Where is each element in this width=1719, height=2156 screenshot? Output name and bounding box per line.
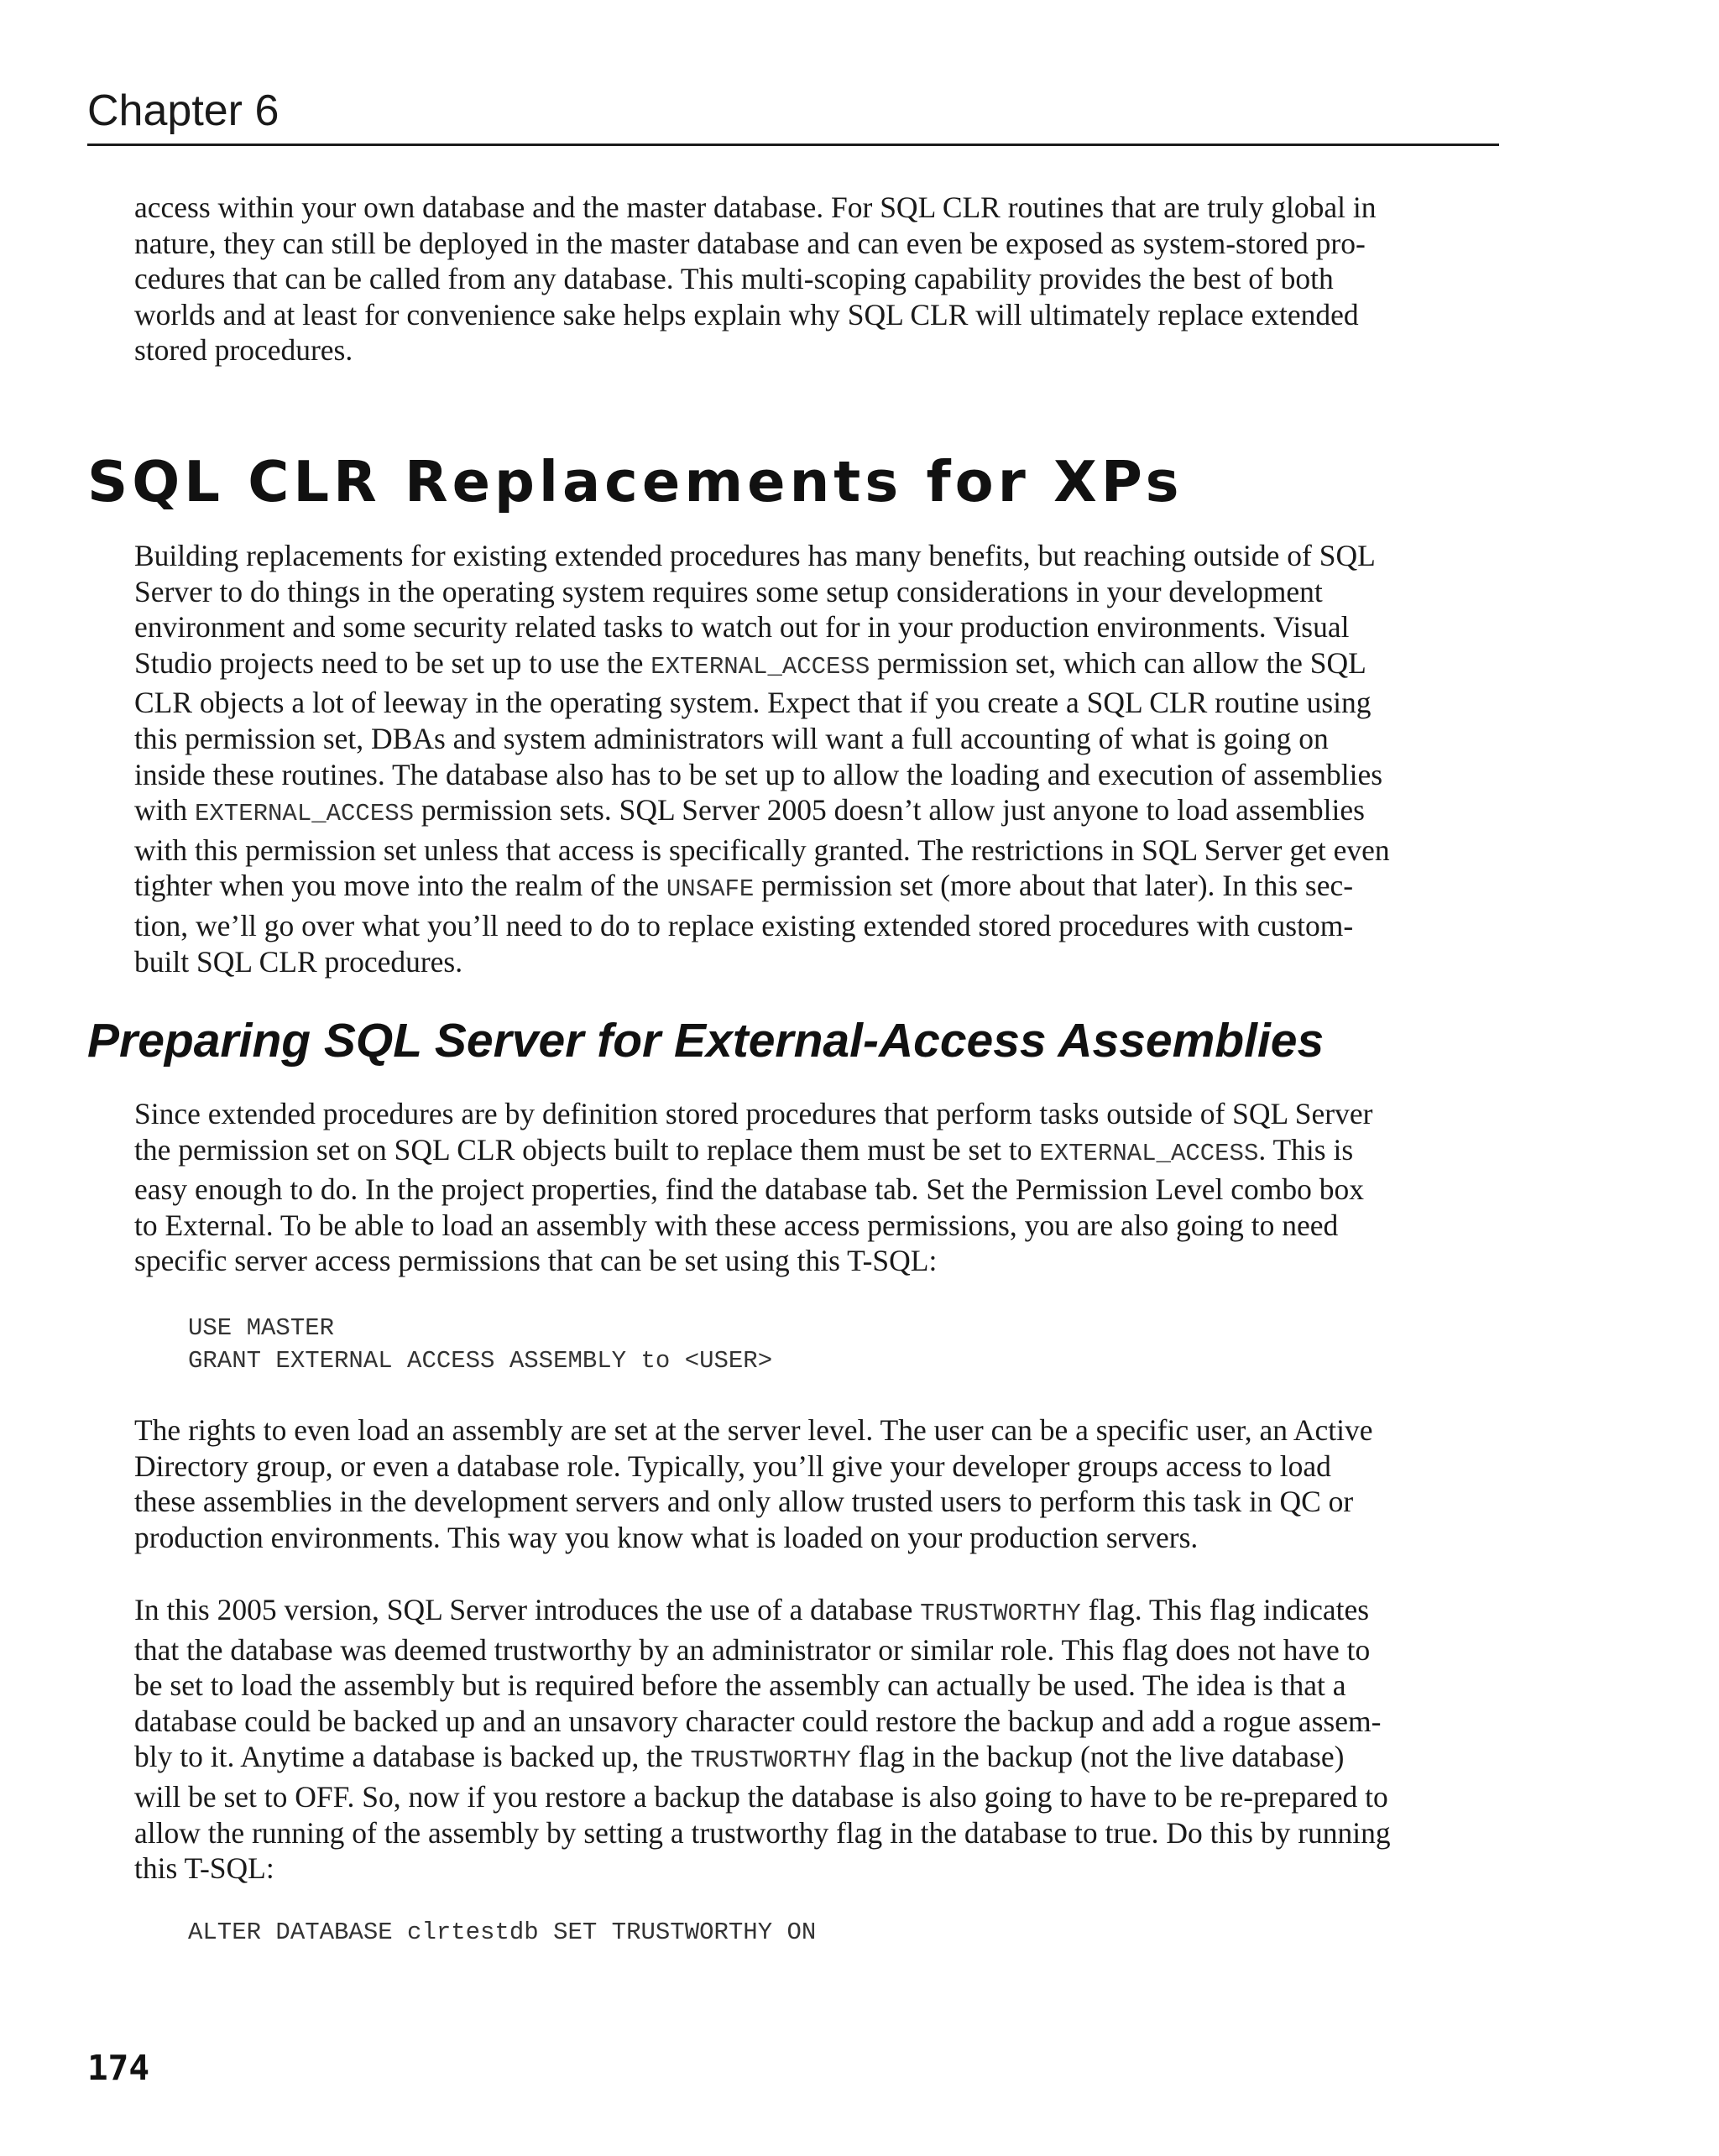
inline-code: EXTERNAL_ACCESS <box>1039 1139 1259 1167</box>
code-line: ALTER DATABASE clrtestdb SET TRUSTWORTHY ON <box>188 1918 817 1946</box>
text-line: Directory group, or even a database role. Typically, you’ll give your developer groups access to load <box>134 1449 1331 1483</box>
code-line: USE MASTER <box>188 1314 335 1342</box>
text-line: this permission set, DBAs and system administrators will want a full accounting of what is going on <box>134 721 1329 755</box>
text-line: to External. To be able to load an assembly with these access permissions, you are also going to need <box>134 1208 1339 1242</box>
text-line: Building replacements for existing extended procedures has many benefits, but reaching outside of SQL <box>134 539 1376 572</box>
text-line: Since extended procedures are by definition stored procedures that perform tasks outside of SQL Server <box>134 1097 1373 1130</box>
text-line: allow the running of the assembly by setting a trustworthy flag in the database to true. Do this by running <box>134 1815 1391 1850</box>
text-line: The rights to even load an assembly are set at the server level. The user can be a specific user, an Active <box>134 1413 1373 1447</box>
text-line: inside these routines. The database also has to be set up to allow the loading and execution of assemblies <box>134 757 1383 791</box>
subsection-paragraph-3 <box>134 1592 1499 1887</box>
section-paragraph <box>134 538 1499 979</box>
text-line: Studio projects need to be set up to use the EXTERNAL_ACCESS permission set, which can allow the SQL <box>134 645 1366 681</box>
text-line: that the database was deemed trustworthy by an administrator or similar role. This flag does not have to <box>134 1632 1371 1667</box>
inline-code: EXTERNAL_ACCESS <box>651 652 870 681</box>
text-line: production environments. This way you know what is loaded on your production servers. <box>134 1520 1199 1554</box>
text-line: access within your own database and the master database. For SQL CLR routines that are truly global in <box>134 191 1377 224</box>
code-block-alter <box>188 1916 816 1949</box>
text-line: with this permission set unless that access is specifically granted. The restrictions in SQL Server get even <box>134 833 1390 867</box>
code-line: GRANT EXTERNAL ACCESS ASSEMBLY to <USER> <box>188 1347 773 1375</box>
subsection-paragraph-2 <box>134 1412 1499 1555</box>
text-line: with EXTERNAL_ACCESS permission sets. SQL Server 2005 doesn’t allow just anyone to load assemblies <box>134 793 1365 828</box>
text-line: this T-SQL: <box>134 1851 274 1886</box>
text-line: these assemblies in the development servers and only allow trusted users to perform this task in QC or <box>134 1485 1354 1519</box>
subsection-heading: Preparing SQL Server for External-Access Assemblies <box>87 1014 1325 1068</box>
text-line: worlds and at least for convenience sake helps explain why SQL CLR will ultimately replace extended <box>134 297 1359 331</box>
page-number: 174 <box>87 2048 150 2088</box>
intro-paragraph <box>134 190 1499 368</box>
inline-code: EXTERNAL_ACCESS <box>195 800 415 828</box>
inline-code: UNSAFE <box>666 875 755 904</box>
code-block-grant <box>188 1312 772 1377</box>
text-line: nature, they can still be deployed in the master database and can even be exposed as system-stored pro- <box>134 226 1366 260</box>
text-line: specific server access permissions that can be set using this T-SQL: <box>134 1244 938 1278</box>
header-rule <box>87 144 1499 146</box>
inline-code: TRUSTWORTHY <box>920 1600 1081 1627</box>
text-line: In this 2005 version, SQL Server introduces the use of a database TRUSTWORTHY flag. This flag indicates <box>134 1593 1370 1627</box>
text-line: tion, we’ll go over what you’ll need to do to replace existing extended stored procedures with custom- <box>134 908 1354 942</box>
text-line: bly to it. Anytime a database is backed up, the TRUSTWORTHY flag in the backup (not the live database) <box>134 1740 1345 1775</box>
inline-code: TRUSTWORTHY <box>690 1746 851 1775</box>
text-line: tighter when you move into the realm of the UNSAFE permission set (more about that later). In this sec- <box>134 869 1354 904</box>
running-head: Chapter 6 <box>87 86 280 135</box>
text-line: environment and some security related tasks to watch out for in your production environments. Visual <box>134 610 1350 645</box>
text-line: stored procedures. <box>134 333 353 368</box>
text-line: database could be backed up and an unsavory character could restore the backup and add a rogue assem- <box>134 1704 1382 1738</box>
text-line: easy enough to do. In the project properties, find the database tab. Set the Permission Level combo box <box>134 1172 1364 1207</box>
section-heading: SQL CLR Replacements for XPs <box>87 449 1183 514</box>
text-line: the permission set on SQL CLR objects built to replace them must be set to EXTERNAL_ACCESS. This is <box>134 1132 1354 1167</box>
text-line: Server to do things in the operating system requires some setup considerations in your development <box>134 574 1323 608</box>
text-line: CLR objects a lot of leeway in the operating system. Expect that if you create a SQL CLR routine using <box>134 686 1372 720</box>
text-line: built SQL CLR procedures. <box>134 944 463 979</box>
subsection-paragraph-1 <box>134 1096 1499 1279</box>
text-line: be set to load the assembly but is required before the assembly can actually be used. The idea is that a <box>134 1668 1346 1703</box>
text-line: will be set to OFF. So, now if you restore a backup the database is also going to have to be re-prepared to <box>134 1779 1388 1814</box>
text-line: cedures that can be called from any database. This multi-scoping capability provides the best of both <box>134 262 1334 296</box>
